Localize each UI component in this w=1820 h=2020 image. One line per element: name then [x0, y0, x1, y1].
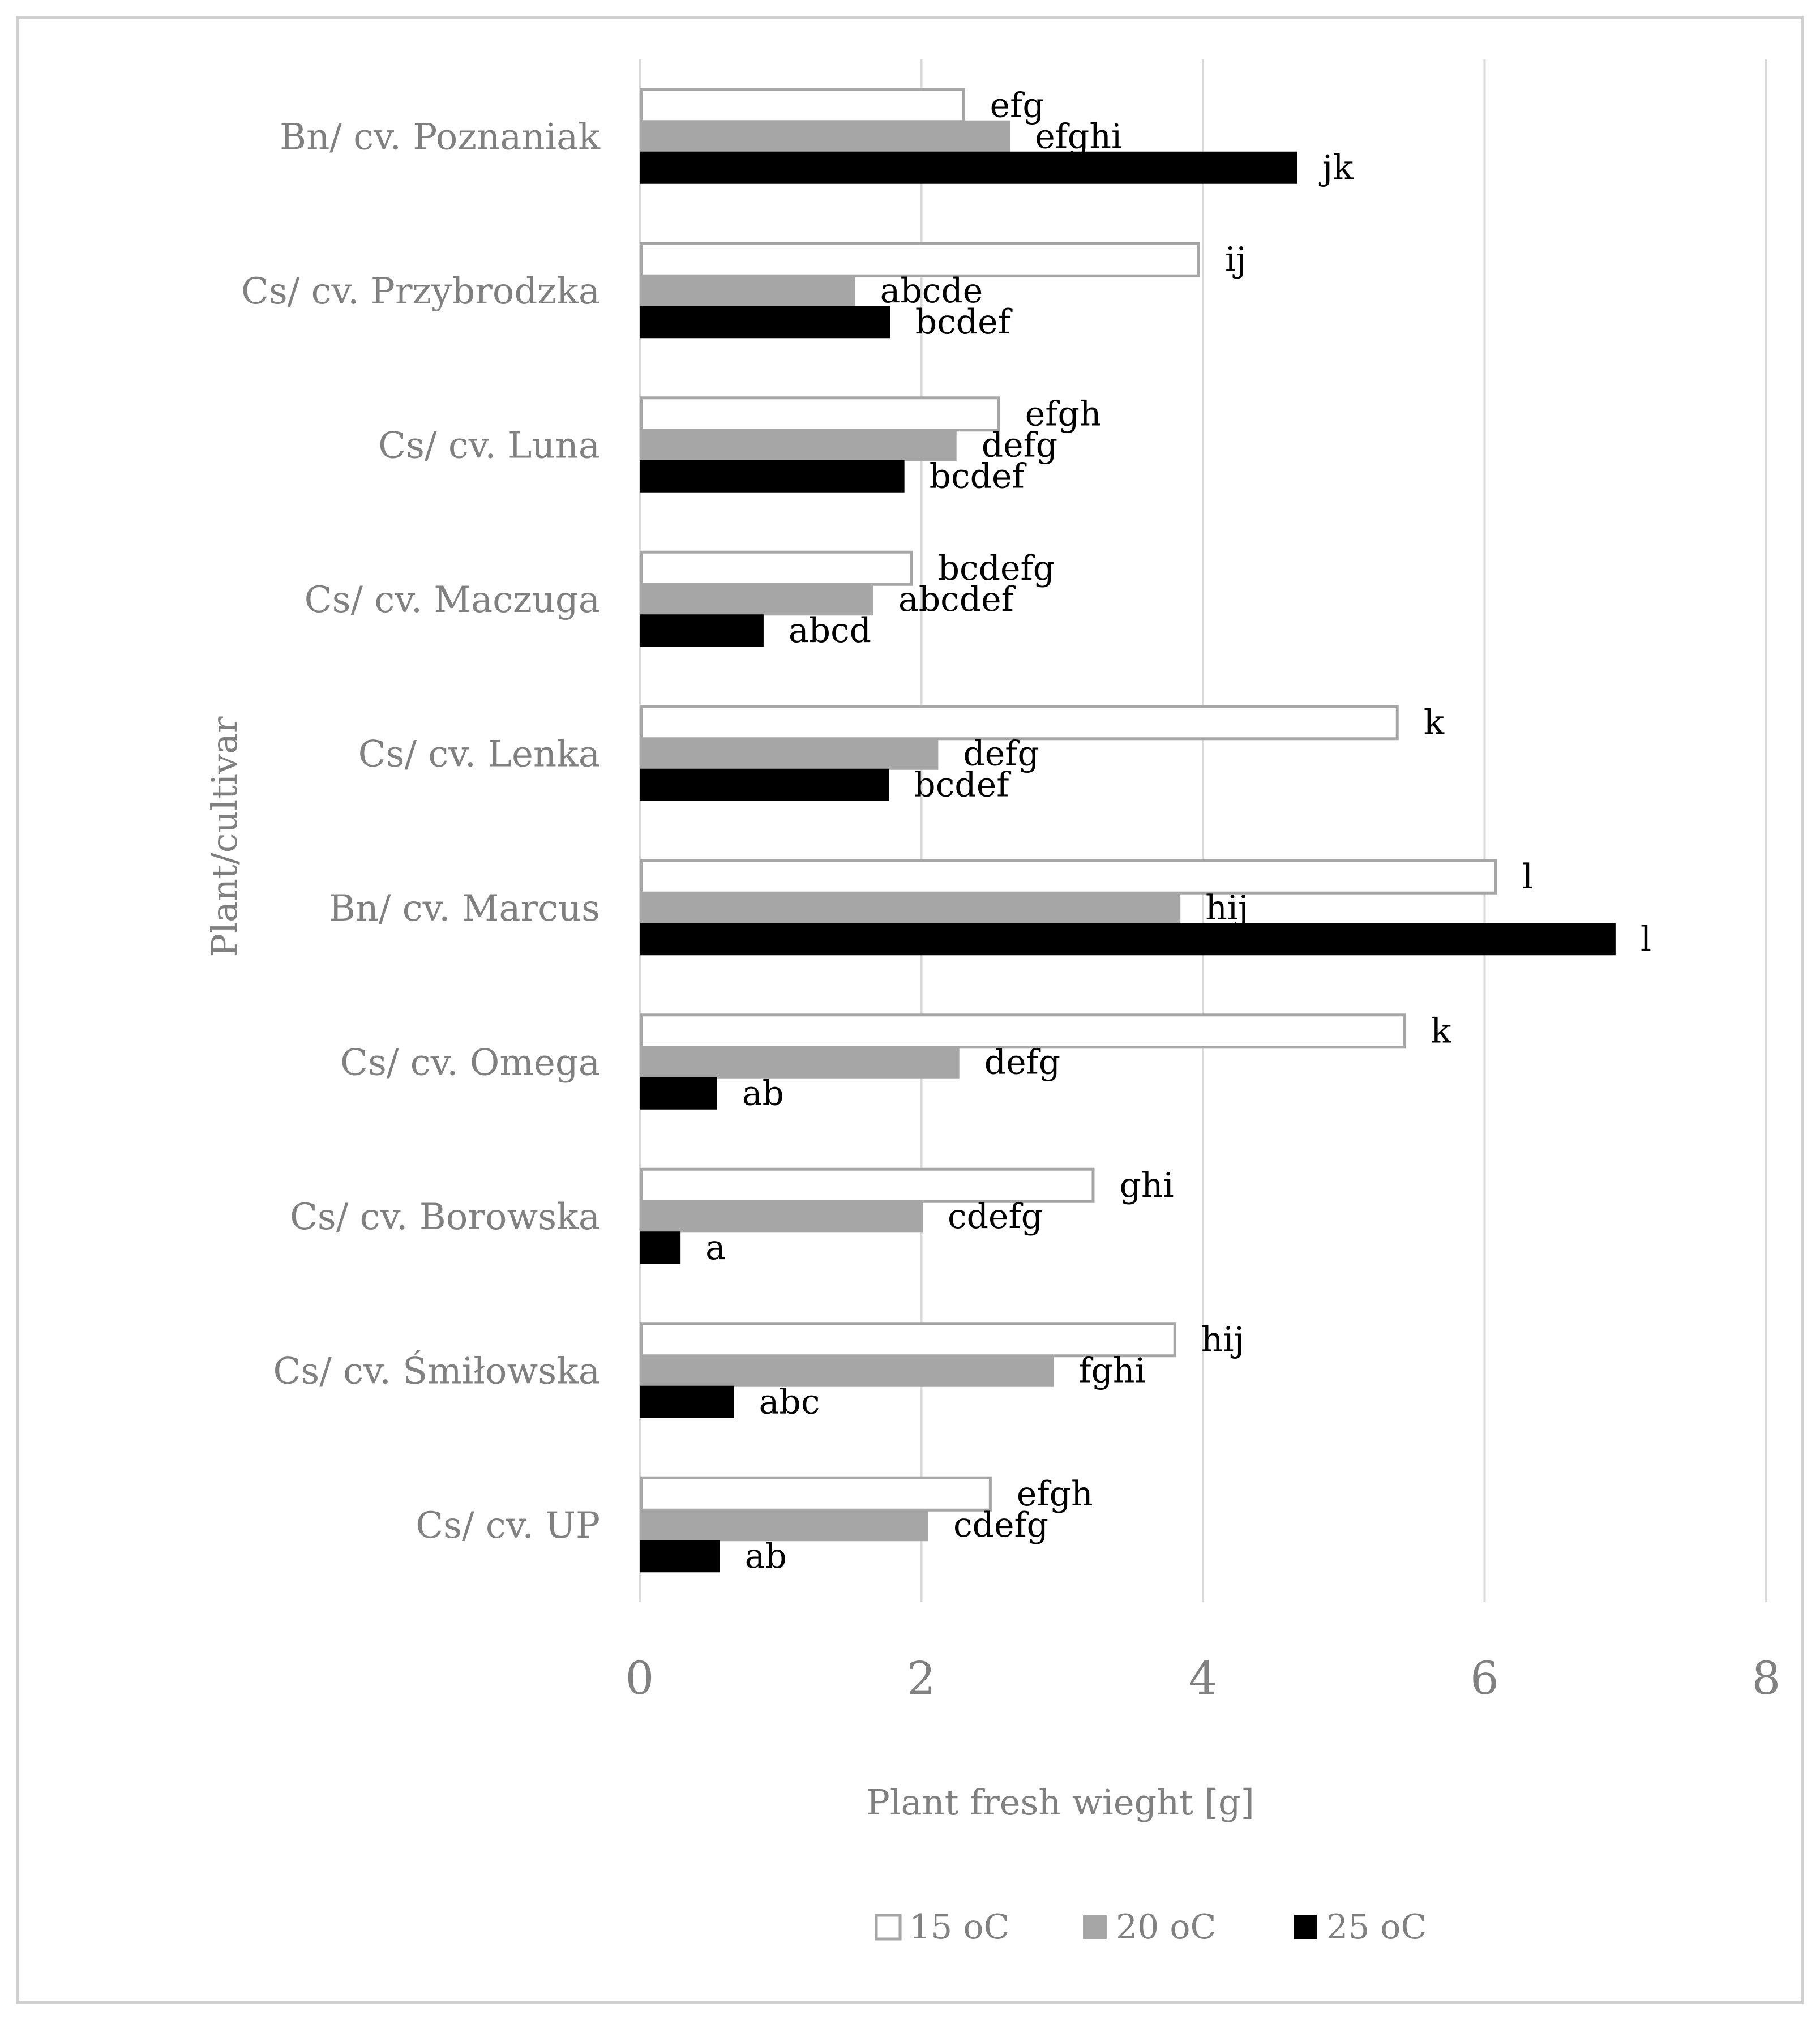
category-label: Cs/ cv. Śmiłowska	[273, 1350, 600, 1393]
category-label: Cs/ cv. Lenka	[358, 733, 600, 776]
data-label: defg	[963, 734, 1039, 774]
legend-swatch-20-oc	[1083, 1915, 1107, 1939]
category-label: Bn/ cv. Marcus	[328, 887, 600, 930]
bar-20-oc	[640, 1200, 923, 1232]
bar-25-oc	[640, 152, 1297, 184]
bar-20-oc	[640, 1046, 960, 1079]
data-label: bcdefg	[937, 548, 1055, 588]
data-label: bcdef	[915, 302, 1010, 342]
data-label: efgh	[1016, 1474, 1093, 1514]
data-label: cdefg	[953, 1505, 1049, 1545]
data-label: bcdef	[929, 456, 1025, 497]
bar-20-oc	[640, 429, 957, 461]
category-label: Cs/ cv. Omega	[340, 1042, 600, 1084]
bar-25-oc	[640, 614, 764, 647]
legend-swatch-25-oc	[1294, 1915, 1317, 1939]
x-tick-label-2: 2	[907, 1652, 936, 1705]
x-tick-labels	[626, 1652, 1781, 1705]
bar-20-oc	[640, 121, 1010, 153]
x-axis-title: Plant fresh wieght [g]	[866, 1782, 1254, 1823]
data-label: defg	[984, 1042, 1061, 1082]
data-label: abcde	[880, 271, 983, 311]
legend	[876, 1907, 1427, 1947]
bar-15-oc	[641, 552, 912, 584]
bar-25-oc	[640, 306, 890, 338]
bar-25-oc	[640, 769, 889, 801]
bar-15-oc	[641, 1478, 991, 1510]
data-label: efghi	[1035, 117, 1123, 157]
x-tick-label-8: 8	[1752, 1652, 1781, 1705]
data-label: jk	[1322, 148, 1354, 188]
bar-20-oc	[640, 892, 1180, 924]
bar-20-oc	[640, 738, 938, 770]
data-label: efg	[990, 85, 1044, 126]
data-label: l	[1522, 857, 1534, 897]
bar-25-oc	[640, 1231, 680, 1264]
category-label: Cs/ cv. Borowska	[289, 1196, 600, 1238]
data-label: abcd	[788, 610, 872, 650]
data-label: defg	[981, 425, 1058, 465]
legend-label: 15 oC	[909, 1907, 1010, 1947]
data-label: k	[1431, 1011, 1451, 1051]
category-label: Cs/ cv. UP	[416, 1504, 600, 1547]
x-tick-label-0: 0	[625, 1652, 654, 1705]
data-label: k	[1423, 703, 1445, 743]
data-label: hij	[1205, 888, 1249, 928]
data-label: ab	[742, 1073, 784, 1114]
data-label: abcdef	[898, 579, 1014, 619]
legend-label: 25 oC	[1326, 1907, 1427, 1947]
bar-25-oc	[640, 1540, 720, 1572]
data-label: fghi	[1078, 1351, 1146, 1391]
bar-25-oc	[640, 1386, 734, 1418]
bar-25-oc	[640, 923, 1616, 955]
y-axis-title: Plant/cultivar	[204, 716, 245, 957]
category-label: Cs/ cv. Luna	[378, 425, 600, 467]
category-labels	[241, 116, 601, 1547]
category-label: Cs/ cv. Przybrodzka	[241, 270, 600, 313]
bar-20-oc	[640, 1355, 1054, 1387]
x-tick-label-6: 6	[1470, 1652, 1499, 1705]
bars	[640, 89, 1616, 1573]
data-label: efgh	[1025, 394, 1102, 434]
x-tick-label-4: 4	[1188, 1652, 1218, 1705]
bar-15-oc	[641, 861, 1496, 893]
bar-15-oc	[641, 398, 999, 430]
data-label: ghi	[1119, 1165, 1174, 1205]
legend-swatch-15-oc	[876, 1915, 900, 1939]
data-label: l	[1640, 919, 1652, 959]
data-label: bcdef	[914, 765, 1009, 805]
category-label: Cs/ cv. Maczuga	[304, 579, 600, 621]
legend-label: 20 oC	[1116, 1907, 1217, 1947]
data-label: a	[705, 1227, 726, 1268]
bar-25-oc	[640, 1077, 717, 1110]
category-label: Bn/ cv. Poznaniak	[280, 116, 600, 159]
data-label: abc	[759, 1382, 820, 1422]
bar-15-oc	[641, 89, 964, 122]
bar-25-oc	[640, 460, 905, 493]
data-label: hij	[1201, 1320, 1245, 1360]
data-label: ab	[744, 1536, 787, 1576]
data-label: ij	[1225, 239, 1247, 280]
bar-20-oc	[640, 275, 855, 307]
data-label: cdefg	[947, 1196, 1043, 1236]
